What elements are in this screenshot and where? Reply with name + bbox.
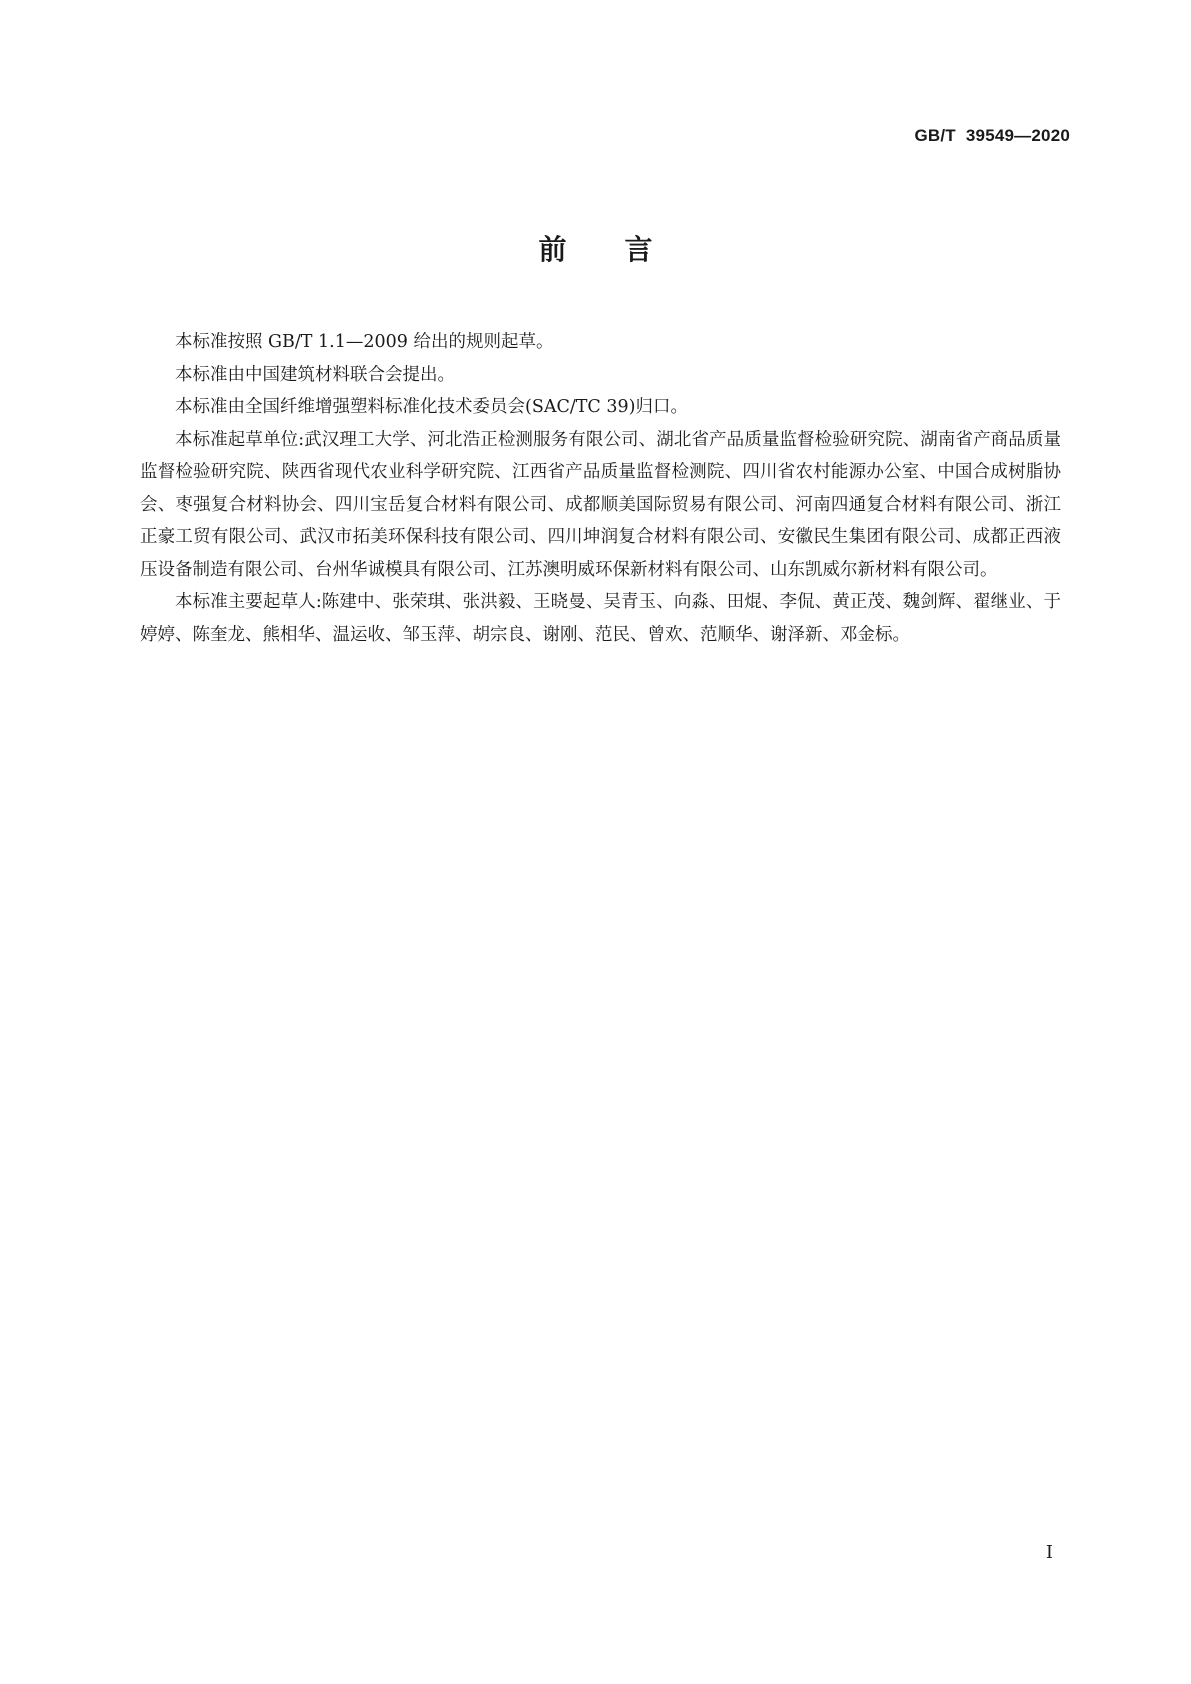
document-code-header bbox=[914, 126, 1070, 146]
paragraph-drafting-units: 本标准起草单位:武汉理工大学、河北浩正检测服务有限公司、湖北省产品质量监督检验研究院、湖南省产商品质量监督检验研究院、陕西省现代农业科学研究院、江西省产品质量监督检测院、四川省农村能源办公室、中国合成树脂协会、枣强复合材料协会、四川宝岳复合材料有限公司、成都顺美国际贸易有限公司、河南四通复合材料有限公司、浙江正豪工贸有限公司、武汉市拓美环保科技有限公司、四川坤润复合材料有限公司、安徽民生集团有限公司、成都正西液压设备制造有限公司、台州华诚模具有限公司、江苏澳明威环保新材料有限公司、山东凯威尔新材料有限公司。 bbox=[140, 429, 1061, 580]
page-title: 前言 bbox=[538, 233, 711, 266]
standard-code: GB/T bbox=[914, 126, 956, 145]
paragraph-drafters: 本标准主要起草人:陈建中、张荣琪、张洪毅、王晓曼、吴青玉、向淼、田焜、李侃、黄正茂、魏剑辉、翟继业、于婷婷、陈奎龙、熊相华、温运收、邹玉萍、胡宗良、谢刚、范民、曾欢、范顺华、谢泽新、邓金标。 bbox=[140, 592, 1061, 645]
page-number: I bbox=[1045, 1542, 1053, 1563]
paragraph-proposer: 本标准由中国建筑材料联合会提出。 bbox=[175, 364, 455, 385]
standard-number: 39549—2020 bbox=[965, 126, 1070, 145]
paragraph-drafting-rules: 本标准按照 GB/T 1.1—2009 给出的规则起草。 bbox=[175, 332, 554, 352]
foreword-body bbox=[140, 326, 1061, 651]
paragraph-technical-committee: 本标准由全国纤维增强塑料标准化技术委员会(SAC/TC 39)归口。 bbox=[175, 397, 688, 417]
